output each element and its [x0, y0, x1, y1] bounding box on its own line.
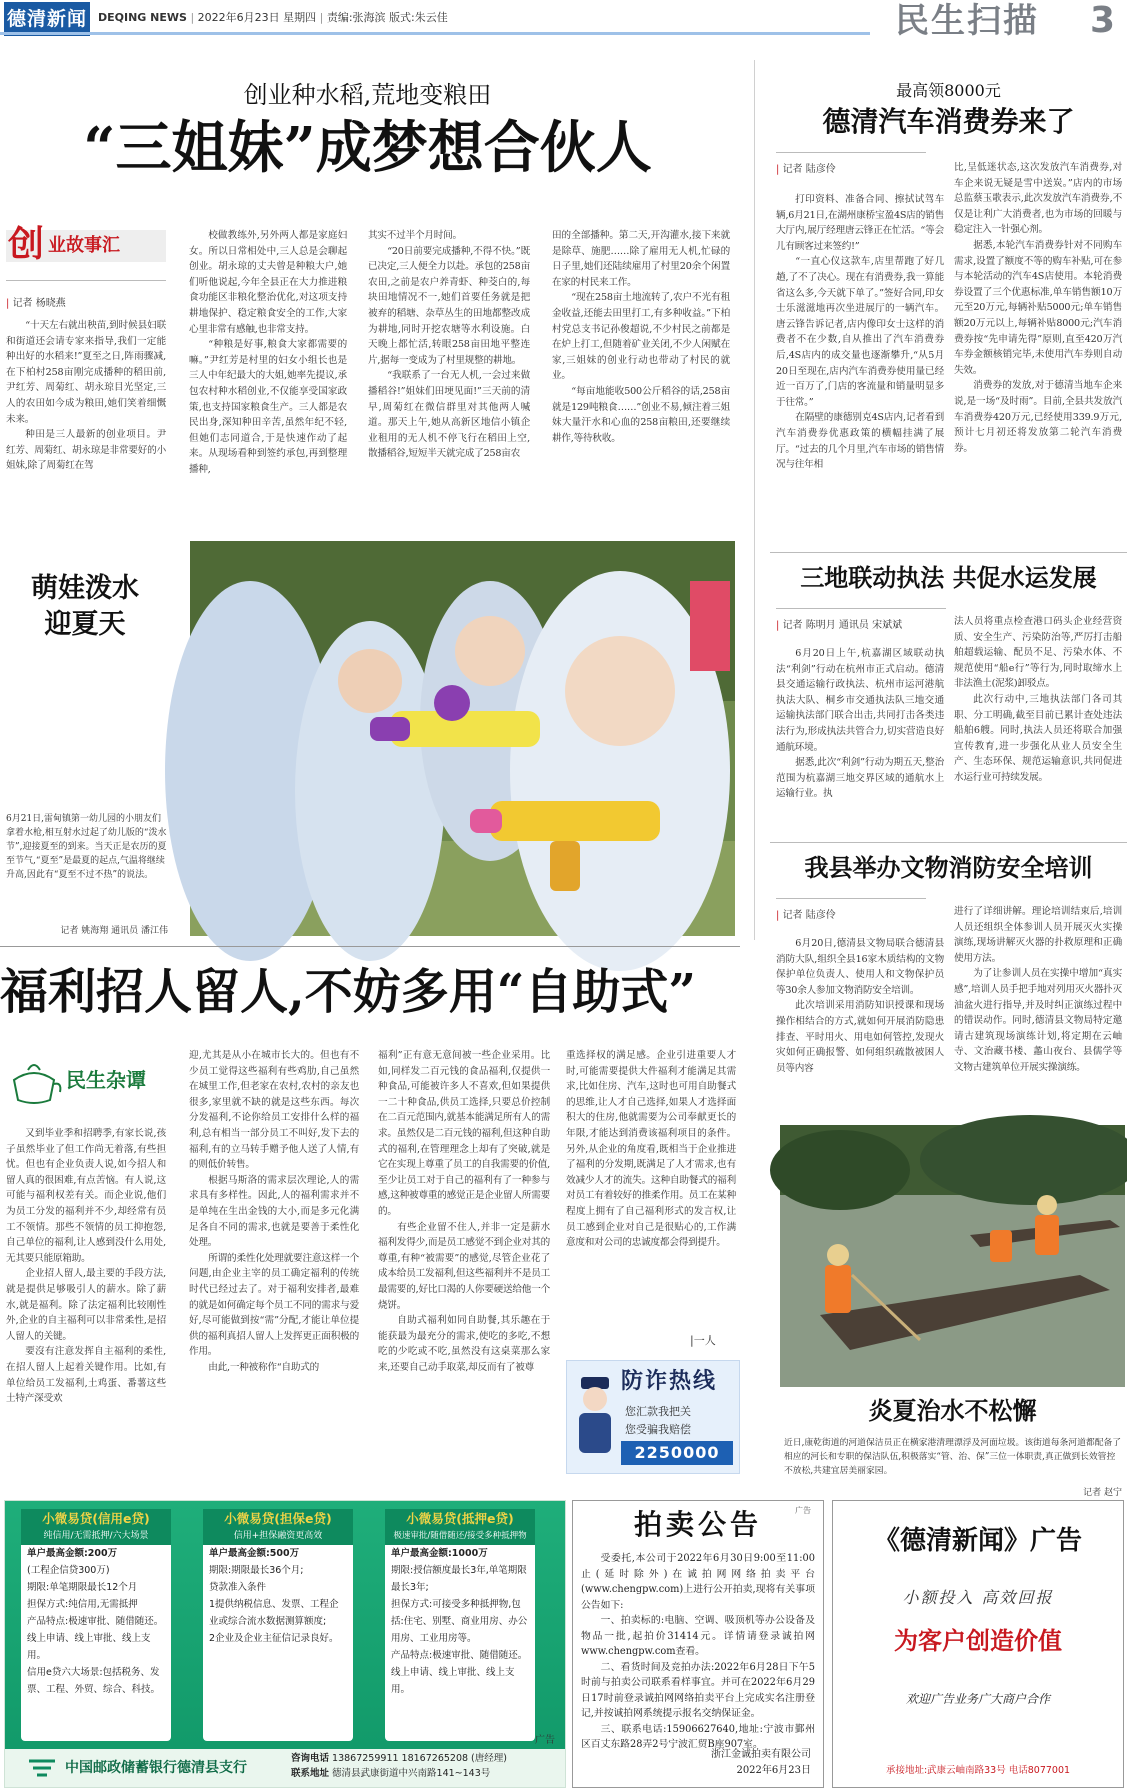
paragraph: 福利”正有意无意间被一些企业采用。比如,同样发二百元钱的食品福利,仅提供一种食品,可能被许多人不喜欢,但如果提供一二十种食品,供员工选择,只要总价控制在二百元范围内,就基本能满足所有人的需求。虽然仅是二百元钱的福利,但这种自助式的福利,在管理理念上却有了突破,就是它在实现上尊重了员工的自我需要的价值,至少让员工对于自己的福利有了一种参与感,这种被尊重的感觉正是企业留人所需要的。 [378, 1050, 550, 1217]
section-title: 民生扫描 [895, 1, 1039, 41]
masthead [0, 0, 1127, 40]
fraud-line-1: 您汇款我把关 [625, 1405, 691, 1418]
auction-company: 浙江金诚拍卖有限公司 [711, 1749, 811, 1760]
car-byline-rule [776, 152, 926, 153]
lead-byline: | 记者 杨晓燕 [6, 298, 66, 309]
boat-caption: 近日,康乾街道的河道保洁员正在横家港清理漂浮及河面垃圾。该街道每条河道都配备了相应的河长和专职的保洁队伍,积极落实“管、治、保”三位一体职责,真正做到长效管控不放松,共建宜居美丽家园。 [784, 1438, 1122, 1476]
car-byline-text: 记者 陆彦伶 [782, 164, 836, 175]
photo1-caption: 6月21日,雷甸镇第一幼儿园的小朋友们拿着水枪,相互射水过起了幼儿版的“泼水节”,迎接夏至的到来。当天正是农历的夏至节气,“夏至”是最夏的起点,气温将继续升高,因此有“夏至不过不热”的说法。 [6, 814, 167, 880]
column-tag-rest: 业故事汇 [48, 235, 120, 256]
postal-logo-icon [27, 1757, 57, 1779]
lead-title: “三姐妹”成梦想合伙人 [83, 115, 652, 181]
self-ad-slogan: 小额投入 高效回报 [902, 1588, 1054, 1607]
car-col-2 [954, 160, 1122, 544]
paragraph: 又到毕业季和招聘季,有家长说,孩子虽然毕业了但工作尚无着落,有些担忧。但也有企业负责人说,如今招人和留人真的很困难,有点苦恼。有人说,这可能与福利权差有关。而企业说,他们为员工分发的福利并不少,却经常有员工不领情。那些不领情的员工抑抱怨,自己单位的福利,让人感到没什么用处,无其要只能原箱助。 [6, 1128, 166, 1264]
lead-byline-rule [6, 280, 166, 281]
masthead-rule [0, 32, 870, 35]
water-title: 三地联动执法 共促水运发展 [800, 563, 1097, 592]
teapot-icon [6, 1056, 62, 1106]
loan-card-line: 单户最高金额:500万 [209, 1548, 300, 1559]
loan-card-subtitle: 纯信用/无需抵押/六大场景 [21, 1529, 171, 1545]
fraud-line-2: 您受骗我赔偿 [625, 1423, 691, 1436]
paragraph: 所谓的柔性化处理就要注意这样一个问题,由企业主宰的员工确定福利的传统时代已经过去了。对于福利安排者,最难的就是如何确定每个员工不同的需求与爱好,尽可能做到按“需”分配,才能让单位提供的福利真招人留人上发挥更正面积极的作用。 [189, 1252, 359, 1358]
photo1-credit: 记者 姚海翔 通讯员 潘江伟 [60, 926, 168, 936]
paragraph: 消费券的发放,对于德清当地车企来说,是一场“及时雨”。目前,全县共发放汽车消费券420万元,已经使用339.9万元,预计七月初还将发放第二轮汽车消费券。 [954, 380, 1122, 454]
water-byline-rule [776, 608, 946, 609]
column-tag-minsheng [6, 1050, 166, 1110]
paragraph: “现在258亩土地流转了,农户不光有租金收益,还能去田里打工,有多种收益。”下柏村党总支书记孙俊超说,不少村民之前都是在炉上打工,但随着矿业关闭,不少人闲赋在家,三姐妹的创业行动也带动了村民的就业。 [552, 292, 730, 382]
paragraph: 在隔壁的康德别克4S店内,记者看到汽车消费券优惠政策的横幅挂满了展厅。“过去的几个月里,汽车市场的销售情况与往年相 [776, 412, 944, 471]
self-ad-value: 为客户创造价值 [894, 1626, 1062, 1655]
loan-card-subtitle: 信用+担保融资更高效 [203, 1529, 353, 1545]
masthead-editor: 责编:张海滨 [326, 11, 386, 24]
paragraph: 由此,一种被称作“自助式的 [208, 1361, 320, 1373]
paragraph: “十天左右就出秧苗,到时候县妇联和街道还会请专家来指导,我们一定能种出好的水稻来!”夏至之日,阵雨骤减,在下柏村258亩刚完成播种的稻田前,尹红芳、周菊红、胡永琼目光坚定,三人的农田如今成为粮田,她们笑着细慨未来。 [6, 320, 166, 425]
lead-col-3 [368, 228, 530, 512]
loan-card-line: 期限:期限最长36个月; [209, 1565, 304, 1576]
paragraph: 田的全部播种。第二天,开沟灌水,接下来就是除草、施肥……除了雇用无人机,忙碌的日子里,她们还陆续雇用了村里20余个闲置在家的村民来工作。 [552, 230, 730, 288]
auction-item: 一、拍卖标的:电脑、空调、吸顶机等办公设备及物品一批,起拍价31414元。详情请登录诚拍网www.chengpw.com查看。 [581, 1615, 815, 1657]
paragraph: 自助式福利如同自助餐,其乐趣在于能获最为最充分的需求,使吃的多吃,不想吃的少吃或不吃,虽然没有这桌菜那么家来,还要自己动手取菜,却反而有了被尊 [378, 1315, 550, 1373]
paragraph: 据悉,本轮汽车消费券针对不同购车需求,设置了额度不等的购车补贴,可在参与本轮活动的汽车4S店使用。本轮消费券设置了三个优惠标准,单车销售额10万元至20万元,每辆补贴5000元;单车销售额20万元以上,每辆补贴8000元;汽车消费券按“先申请先得”原则,直至420万汽车券金额核销完毕,未使用汽车券则自动失效。 [954, 239, 1122, 376]
paragraph: “每亩地能收500公斤稻谷的话,258亩就是129吨粮食……”创业不易,倾注着三姐妹大量汗水和心血的258亩粮田,还要继续耕作,等待秋收。 [552, 385, 730, 444]
welfare-sign: |一人 [690, 1334, 716, 1347]
paragraph: 据悉,此次“利剑”行动为期五天,整治范围为杭嘉湖三地交界区域的通航水上运输行业。执 [776, 757, 944, 800]
paragraph: 种田是三人最新的创业项目。尹红芳、周菊红、胡永琼是非常要好的小姐妹,除了周菊红在驾 [6, 429, 166, 472]
water-col-2 [954, 614, 1122, 834]
loan-card-line: 单户最高金额:1000万 [391, 1548, 488, 1559]
loan-card-line: 1提供纳税信息、发票、工程企业或综合流水数据测算额度; [209, 1599, 339, 1627]
paragraph: 比,呈低迷状态,这次发放汽车消费券,对车企来说无疑是雪中送炭。”店内的市场总监蔡玉歌表示,此次发放汽车消费券,不仅是让利广大消费者,也为市场的回暖与稳定注入一针强心剂。 [954, 162, 1122, 236]
rule [0, 946, 740, 947]
paragraph: 企业招人留人,最主要的手段方法,就是提供足够吸引人的薪水。除了薪水,就是福利。除了法定福利比较刚性外,企业的自主福利可以非常柔性,是招人留人的关键。 [6, 1268, 166, 1342]
relic-byline-text: 记者 陆彦伶 [782, 910, 836, 921]
police-icon [573, 1375, 617, 1461]
auction-ad-tag: 广告 [795, 1506, 811, 1515]
newspaper-self-ad [832, 1500, 1124, 1788]
paragraph: 6月20日,德清县文物局联合德清县消防大队,组织全县16家木质结构的文物保护单位负责人、使用人和文物保护员等30余人参加文物消防安全培训。 [776, 938, 944, 996]
lead-col-4 [552, 228, 730, 512]
postal-contact [291, 1751, 507, 1781]
loan-card-line: 产品特点:极速审批、随借随还。线上申请、线上审批、线上支用。 [391, 1650, 528, 1695]
loan-card-line: 贷款准入条件 [209, 1582, 267, 1593]
loan-card-line: 2企业及企业主征信记录良好。 [209, 1633, 339, 1644]
masthead-info: DEQING NEWS | 2022年6月23日 星期四 | 责编:张海滨 版式:朱云佳 [98, 11, 448, 24]
self-ad-welcome: 欢迎广告业务广大商户合作 [905, 1692, 1050, 1706]
paragraph: “我联系了一台无人机,一会过来做播稻谷!”姐妹们田埂见面!”三天前的清早,周菊红在微信群里对其他两人喊道。那天上午,她从高新区地信小镇企业租用的无人机不停飞行在稻田上空,散播稻谷,短短半天就完成了258亩农 [368, 370, 530, 460]
loan-card-line: 担保方式:可接受多种抵押物,包括:住宅、别墅、商业用房、办公用房、工业用房等。 [391, 1599, 528, 1644]
lead-col-1 [6, 318, 166, 510]
page-number: 3 [1090, 0, 1116, 41]
paragraph: 进行了详细讲解。理论培训结束后,培训人员还组织全体参训人员开展灭火实操演练,现场讲解灭火器的扑救原理和正确使用方法。 [954, 906, 1122, 964]
water-col-1 [776, 646, 944, 834]
loan-card-line: 期限:授信额度最长3年,单笔期限最长3年; [391, 1565, 527, 1593]
paragraph: “20日前要完成播种,不得不快。”既已决定,三人便全力以赴。承包的258亩农田,之前是农户养青虾、种茭白的,每块田地情况不一,她们首要任务就是把被弃的稻塘、杂草丛生的田地都整改成为耕地,同时开挖农塘等水利设施。白天晚上都忙活,转眼258亩田地平整连片,据每一变成为了村里规整的耕地。 [368, 245, 530, 366]
auction-title: 拍卖公告 [633, 1508, 762, 1541]
loan-card-title: 小微易贷(信用e贷) [21, 1509, 171, 1529]
auction-intro: 受委托,本公司于2022年6月30日9:00至11:00止(延时除外)在诚拍网网络拍卖平台(www.chengpw.com)上进行公开拍卖,现将有关事项公告如下: [581, 1553, 815, 1611]
loan-card-title: 小微易贷(抵押e贷) [385, 1509, 535, 1529]
postal-addr-label: 联系地址 [291, 1768, 330, 1779]
postal-bank-ad [4, 1500, 566, 1788]
paragraph: “种粮是好事,粮食大家都需要的嘛。”尹红芳是村里的妇女小组长也是三人中年纪最大的大姐,她率先提议,承包农村种水稻创业,不仅能享受国家政策,也支持国家粮食生产。三人都是农民出身,深知种田辛苦,虽然年纪不轻,但她们志同道合,于是快速作动了起来。从现场看种到签约承包,再到整理播种, [189, 339, 347, 475]
loan-card-title: 小微易贷(担保e贷) [203, 1509, 353, 1529]
self-ad-title: 《德清新闻》广告 [873, 1526, 1082, 1556]
self-ad-contact: 承接地址:武康云岫南路33号 电话8077001 [885, 1765, 1071, 1776]
photo1-title-2: 迎夏天 [44, 609, 126, 640]
photo1-title-1: 萌娃泼水 [31, 573, 139, 604]
loan-card-line: 担保方式:纯信用,无需抵押 [27, 1599, 138, 1610]
paragraph: 根据马斯洛的需求层次理论,人的需求具有多样性。因此,人的福利需求并不是单纯在生出金钱的大小,而是多元化满足各自不同的需求,也就是要善于柔性化处理。 [189, 1174, 359, 1249]
paragraph: 校做教练外,另外两人都是家庭妇女。所以日常相处中,三人总是会聊起创业。胡永琼的丈夫曾是种粮大户,她们听他说起,今年全县正在大力推进粮食功能区非粮化整治优化,对这项支持耕地保护、稳定粮食安全的工作,大家心里非常有感触,也非常支持。 [189, 230, 347, 335]
car-kicker: 最高领8000元 [896, 81, 1001, 100]
masthead-en-name: DEQING NEWS [98, 11, 187, 24]
loan-card-line: 产品特点:极速审批、随借随还。线上申请、线上审批、线上支用。 [27, 1616, 164, 1661]
car-title: 德清汽车消费券来了 [822, 105, 1075, 138]
rule [770, 552, 1127, 553]
paragraph: 要沒有注意发挥自主福利的柔性,在招人留人上起着关键作用。比如,有单位给员工发福利,土鸡蛋、番薯这些土特产深受欢 [6, 1346, 166, 1405]
lead-kicker: 创业种水稻,荒地变粮田 [243, 81, 492, 109]
paragraph: 打印资料、准备合同、擦拭试驾车辆,6月21日,在湖州康桥宝盈4S店的销售大厅内,展厅经理唐云锋正在忙活。“等会儿有顾客过来签约!” [776, 194, 944, 252]
lead-byline-text: 记者 杨晓燕 [12, 298, 66, 309]
paragraph: 法人员将重点检查港口码头企业经营资质、安全生产、污染防治等,严厉打击船舶超载运输、配员不足、污染水体、不规范使用“船e行”等行为,同时取缔水上非法渔土(泥浆)卸驳点。 [954, 616, 1122, 690]
auction-item: 三、联系电话:15906627640,地址:宁波市鄞州区百丈东路28弄2号宁波汇贸B座907室。 [581, 1723, 815, 1750]
welfare-col-4 [566, 1048, 736, 1348]
boat-title: 炎夏治水不松懈 [868, 1396, 1037, 1425]
water-byline-text: 记者 陈明月 通讯员 宋斌斌 [782, 620, 903, 631]
masthead-logo-text: 德清新闻 [6, 8, 87, 30]
paragraph: 6月20日上午,杭嘉湖区域联动执法“利剑”行动在杭州市正式启动。德清县交通运输行政执法、杭州市运河港航执法大队、桐乡市交通执法队三地交通运输执法部门联合出击,共同打击各类违法行为,形成执法共管合力,切实营造良好通航环境。 [776, 648, 944, 753]
car-byline: | 记者 陆彦伶 [776, 164, 836, 175]
paragraph: “一直心仪这款车,店里帮跑了好几趟,了不了决心。现在有消费券,我一算能省这么多,今天就下单了。”签好合同,印女士乐滋滋地再次坐进展厅的一辆汽车。唐云锋告诉记者,店内像印女士这样的消费者不在少数,自从推出了汽车消费券后,4S店内的成交量也逐渐攀升,“从5月20日至现在,店内汽车消费券使用量已经近一百万了,门店的客流量和销量明显多于往常。” [776, 256, 944, 408]
lead-col-2 [189, 228, 347, 512]
loan-card-line: (工程企信贷300万) [27, 1565, 110, 1576]
relic-byline: | 记者 陆彦伶 [776, 910, 836, 921]
loan-card-credit [21, 1509, 171, 1741]
loan-card-line: 期限:单笔期限最长12个月 [27, 1582, 138, 1593]
welfare-col-1 [6, 1126, 166, 1426]
welfare-title: 福利招人留人,不妨多用“自助式” [0, 964, 696, 1020]
photo-kids-water-play [190, 541, 735, 936]
relic-col-2 [954, 904, 1122, 1108]
loan-card-subtitle: 极速审批/随借随还/接受多种抵押物 [385, 1529, 535, 1545]
auction-notice [572, 1500, 824, 1788]
masthead-weekday: 星期四 [283, 11, 317, 24]
paragraph: 重选择权的满足感。企业引进重要人才时,可能需要提供大件福利才能满足其需求,比如住房、汽车,这时也可用自助餐式的思维,让人才自己选择,如果人才选择面积大的住房,他就需要为公司奉献更长的年限,才能达到消费该福利项目的条件。另外,从企业的角度看,既相当于企业推进了福利的分发期,既满足了人才需求,也有效减少人才的流失。这种自助餐式的福利对员工有着较好的推柔作用。员工在某种程度上拥有了自己福利形式的发言权,让员工感到企业对自己是很贴心的,工作满意度和对公司的忠诚度都会得到提升。 [566, 1050, 736, 1249]
relic-byline-rule [776, 898, 926, 899]
loan-card-line: 信用e贷六大场景:包括税务、发票、工程、外贸、综合、科技。 [27, 1667, 161, 1695]
masthead-layout: 版式:朱云佳 [389, 11, 448, 24]
auction-date: 2022年6月23日 [736, 1765, 811, 1776]
column-tag-big: 创 [8, 223, 45, 265]
column-tag-minsheng-text: 民生杂谭 [66, 1068, 146, 1092]
paragraph: 其实不过半个月时间。 [368, 230, 462, 241]
column-tag [6, 223, 166, 265]
welfare-col-2 [189, 1048, 359, 1426]
auction-item: 二、看货时间及竞拍办法:2022年6月28日下午5时前与拍卖公司联系看样事宜。并可在2022年6月29日17时前登录诚拍网网络拍卖平台上完成实名注册登记,并按诚拍网系统提示报名交纳保证金。 [581, 1661, 815, 1719]
postal-ad-tag: 广告 [535, 1735, 555, 1746]
boat-credit: 记者 赵宁 [1083, 1488, 1122, 1498]
loan-card-mortgage [385, 1509, 535, 1741]
paragraph: 有些企业留不住人,并非一定是薪水福利发得少,而是员工感觉不到企业对其的尊重,有种“被需要”的感觉,尽管企业花了成本给员工发福利,但这些福利并不是员工最需要的,好比口渴的人你要硬送给他一个烧饼。 [378, 1221, 550, 1311]
postal-phone-label: 咨询电话 [291, 1753, 330, 1764]
fraud-hotline-box [566, 1360, 740, 1474]
photo-river-cleaning [780, 1125, 1125, 1387]
loan-card-guarantee [203, 1509, 353, 1741]
car-col-1 [776, 192, 944, 544]
masthead-date: 2022年6月23日 [197, 11, 280, 24]
rule [770, 842, 1127, 843]
paragraph: 迎,尤其是从小在城市长大的。但也有不少员工觉得这些福利有些鸡肋,自己虽然在城里工作,但老家在农村,农村的亲友也很多,家里就不缺的就是这些东西。每次分发福利,不论你给员工安排什么样的福利,总有相当一部分员工不叫好,发下去的福利,有的立马转手赠予他人送了人情,有的则低价转售。 [189, 1050, 359, 1171]
fraud-title: 防诈热线 [621, 1368, 718, 1394]
postal-bank-name: 中国邮政储蓄银行德清县支行 [65, 1760, 247, 1776]
paragraph: 此次培训采用消防知识授课和现场操作相结合的方式,就如何开展消防隐患排查、平时用火、用电如何管控,发现火灾如何正确报警、如何组织疏散被困人员等内容 [776, 1000, 944, 1074]
relic-title: 我县举办文物消防安全培训 [804, 853, 1093, 882]
fraud-number: 2250000 [621, 1441, 733, 1465]
column-divider [754, 60, 755, 940]
relic-col-1 [776, 936, 944, 1108]
paragraph: 此次行动中,三地执法部门各司其职、分工明确,截至目前已累计查处违法船舶6艘。同时,执法人员还将联合加强宣传教育,进一步强化从业人员安全生产、生态环保、规范运输意识,共同促进水运行业可持续发展。 [954, 693, 1122, 783]
paragraph: 为了让参训人员在实操中增加“真实感”,培训人员手把手地对列用灭火器扑灭油盆火进行指导,并及时纠正演练过程中的错误动作。同时,德清县文物局特定邀请古建筑现场演练计划,将定期在云岫寺、文治藏书楼、蠡山夜台、县儒学等文物古建筑单位开展实操演练。 [954, 968, 1122, 1073]
postal-addr: 德清县武康街道中兴南路141~143号 [332, 1768, 491, 1779]
welfare-col-3 [378, 1048, 550, 1426]
auction-body [581, 1551, 815, 1750]
loan-card-line: 单户最高金额:200万 [27, 1548, 118, 1559]
water-byline: | 记者 陈明月 通讯员 宋斌斌 [776, 620, 903, 631]
postal-phones: 13867259911 18167265208 (唐经理) [332, 1753, 507, 1764]
